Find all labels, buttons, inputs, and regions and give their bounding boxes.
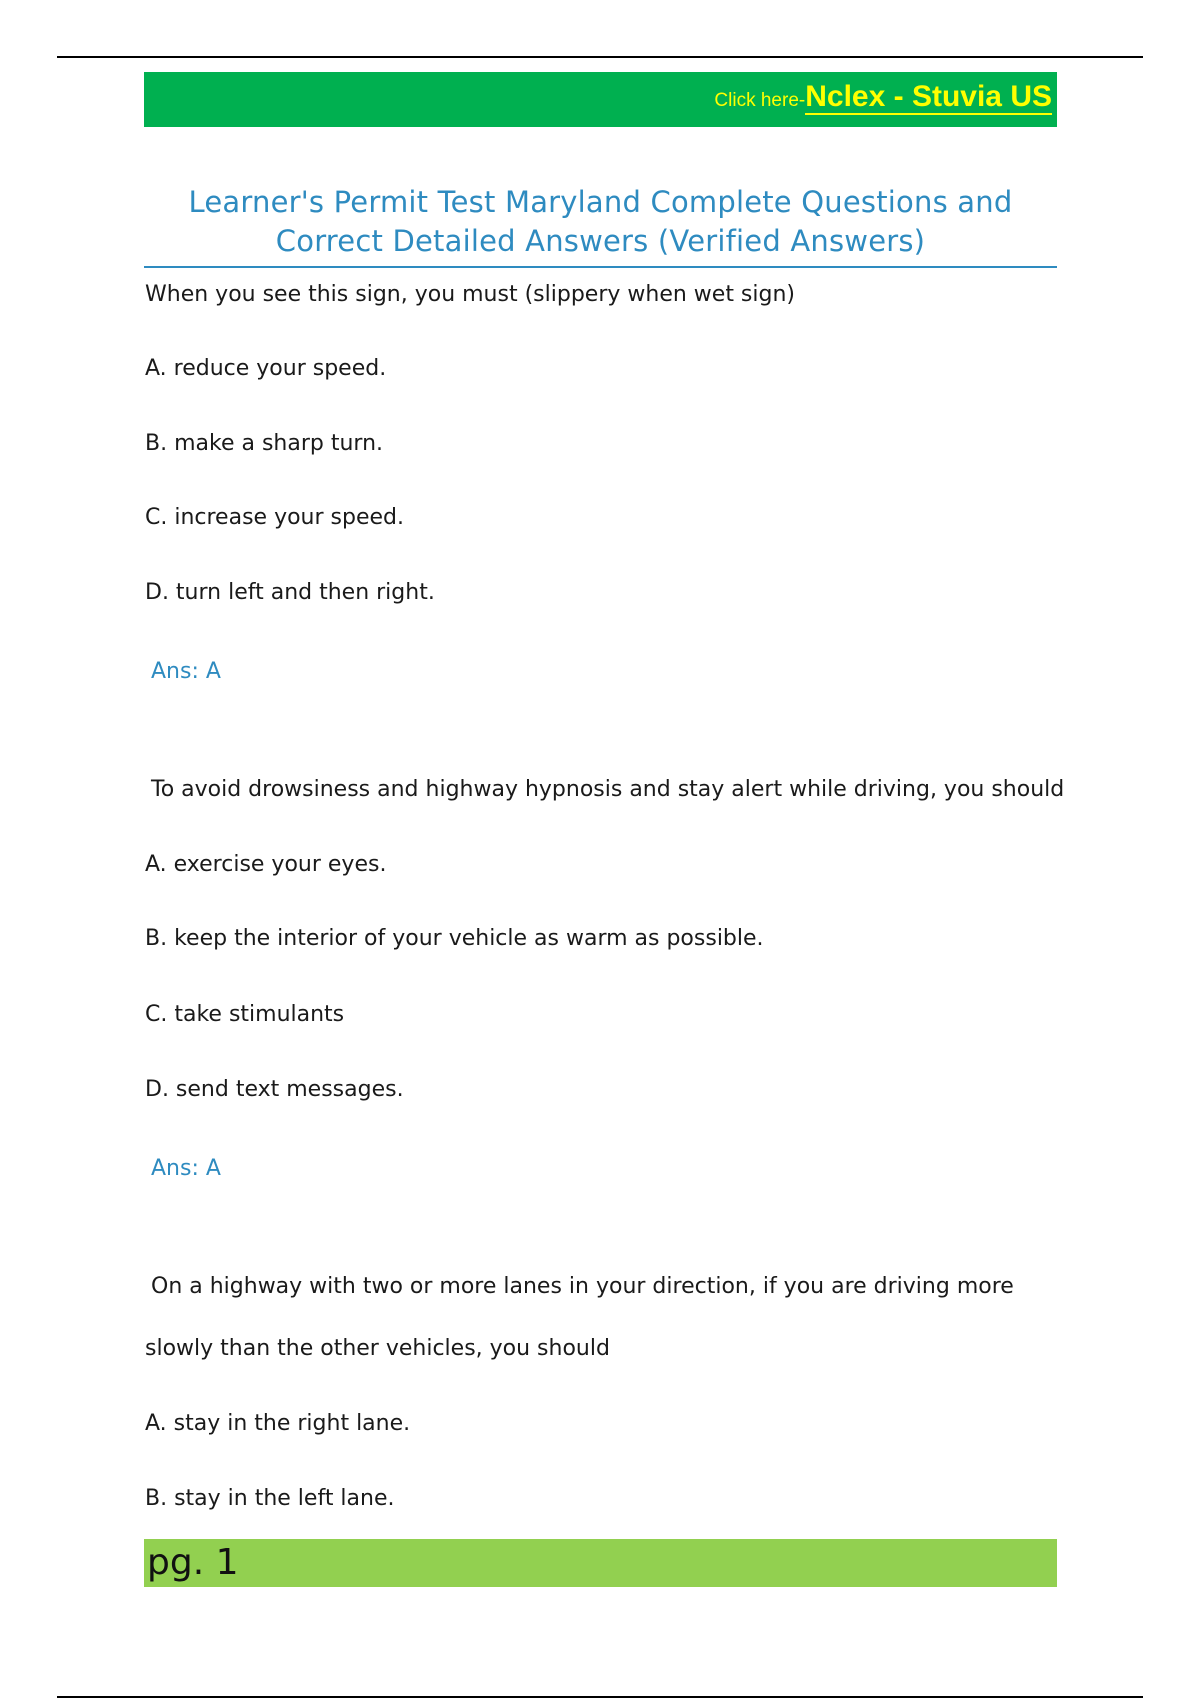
footer-banner — [144, 1539, 1057, 1587]
document-title — [144, 183, 1057, 261]
question-2-option-a: A. exercise your eyes. — [145, 852, 387, 877]
top-rule — [57, 56, 1143, 58]
header-link-name[interactable]: Nclex - Stuvia US — [805, 80, 1052, 113]
bottom-rule — [57, 1696, 1143, 1698]
page-number: pg. 1 — [147, 1542, 239, 1583]
document-title-line-2: Correct Detailed Answers (Verified Answers) — [275, 224, 926, 258]
question-1-option-d: D. turn left and then right. — [145, 580, 435, 605]
header-banner — [144, 72, 1057, 127]
question-3-option-a: A. stay in the right lane. — [145, 1411, 411, 1436]
stuvia-link[interactable] — [714, 80, 1052, 114]
question-1-option-a: A. reduce your speed. — [145, 356, 387, 381]
question-3-option-b: B. stay in the left lane. — [145, 1486, 395, 1511]
question-2-prompt: To avoid drowsiness and highway hypnosis and stay alert while driving, you should — [151, 777, 1065, 802]
question-2-option-d: D. send text messages. — [145, 1077, 404, 1102]
question-2-option-b: B. keep the interior of your vehicle as warm as possible. — [145, 926, 764, 951]
question-2-option-c: C. take stimulants — [145, 1002, 345, 1027]
question-3-prompt-line-2: slowly than the other vehicles, you should — [145, 1336, 610, 1361]
title-underline — [144, 266, 1057, 268]
question-1-answer: Ans: A — [151, 659, 221, 684]
question-3-prompt-line-1: On a highway with two or more lanes in your direction, if you are driving more — [151, 1274, 1014, 1299]
question-1-option-c: C. increase your speed. — [145, 505, 404, 530]
question-1-option-b: B. make a sharp turn. — [145, 431, 384, 456]
header-link-prefix: Click here- — [714, 90, 806, 111]
question-2-answer: Ans: A — [151, 1156, 221, 1181]
question-1-prompt: When you see this sign, you must (slippery when wet sign) — [145, 282, 795, 307]
document-title-line-1: Learner's Permit Test Maryland Complete Questions and — [188, 185, 1013, 219]
